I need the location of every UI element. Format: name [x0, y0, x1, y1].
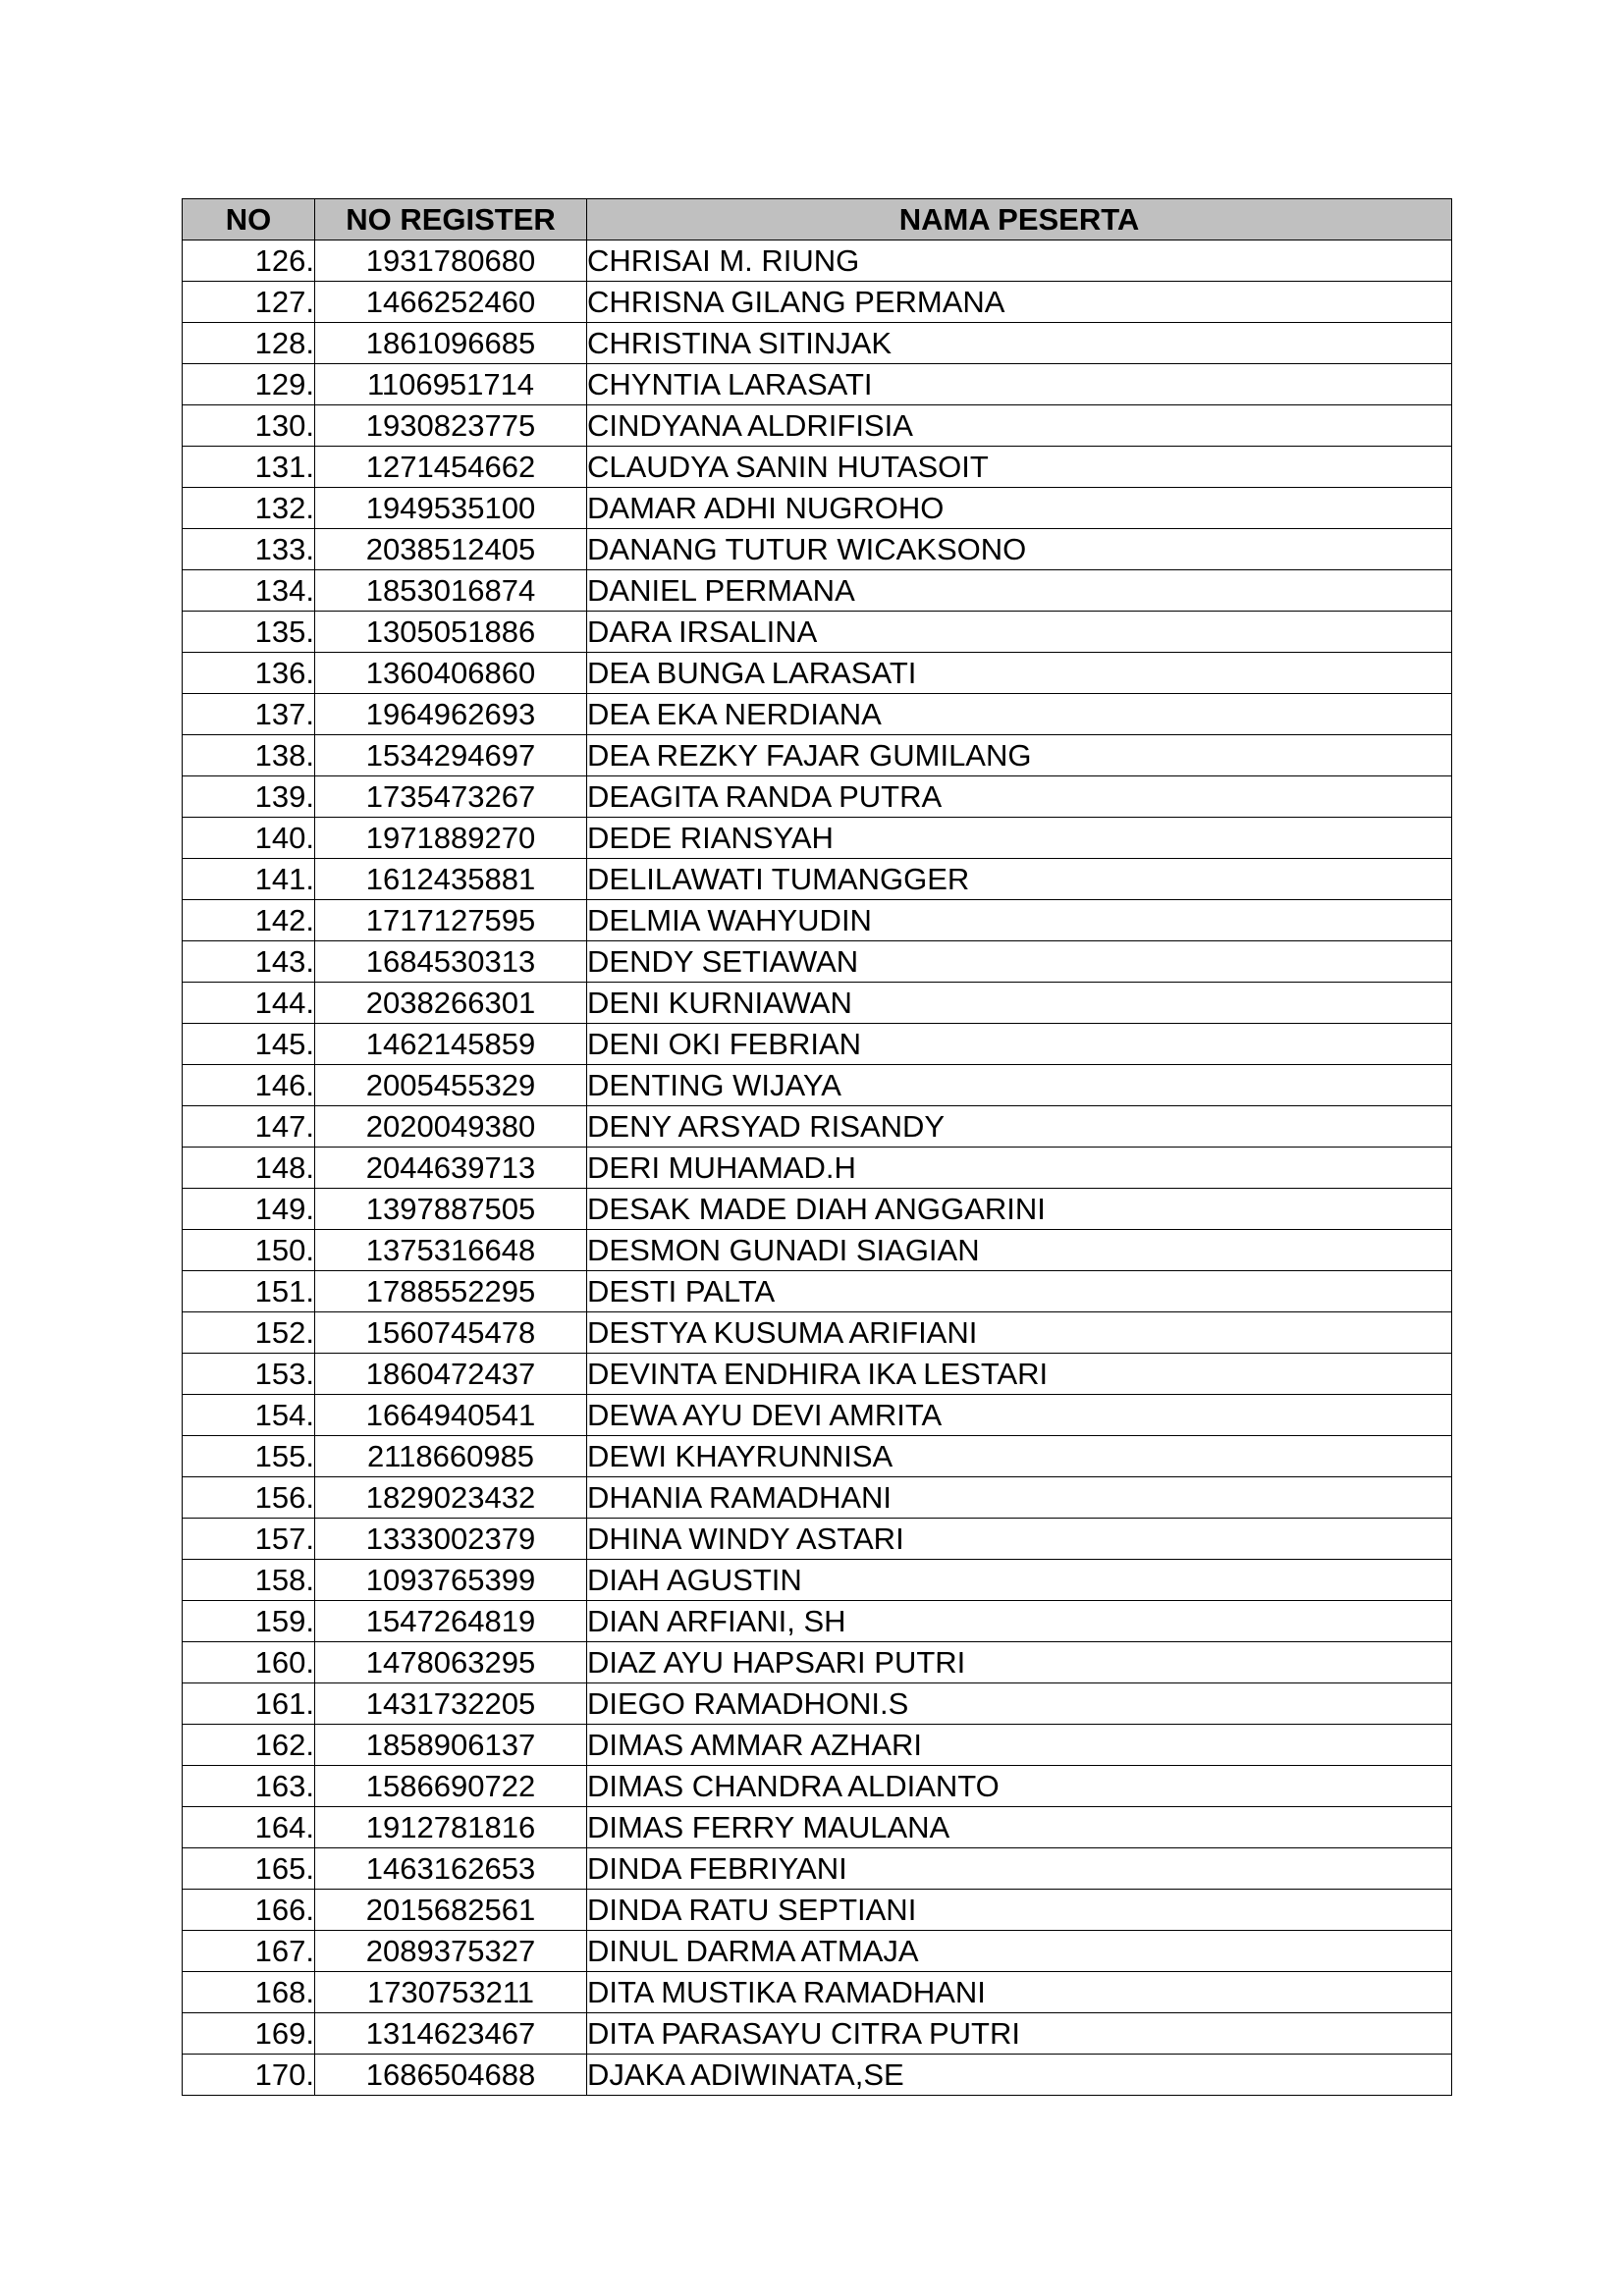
- cell-no: 165.: [183, 1848, 315, 1890]
- cell-nama: DINDA FEBRIYANI: [587, 1848, 1452, 1890]
- table-row: [183, 1106, 1452, 1148]
- cell-no: 132.: [183, 488, 315, 529]
- cell-nama: DEAGITA RANDA PUTRA: [587, 776, 1452, 818]
- cell-register: 1860472437: [315, 1354, 587, 1395]
- table-body: [183, 240, 1452, 2096]
- table-row: [183, 1601, 1452, 1642]
- cell-nama: CHRISAI M. RIUNG: [587, 240, 1452, 282]
- cell-register: 2118660985: [315, 1436, 587, 1477]
- cell-nama: DELMIA WAHYUDIN: [587, 900, 1452, 941]
- table-row: [183, 1807, 1452, 1848]
- table-row: [183, 653, 1452, 694]
- cell-register: 2015682561: [315, 1890, 587, 1931]
- table-row: [183, 1560, 1452, 1601]
- cell-nama: DJAKA ADIWINATA,SE: [587, 2055, 1452, 2096]
- cell-no: 157.: [183, 1519, 315, 1560]
- cell-register: 2005455329: [315, 1065, 587, 1106]
- cell-no: 159.: [183, 1601, 315, 1642]
- table-row: [183, 1519, 1452, 1560]
- table-row: [183, 818, 1452, 859]
- cell-no: 158.: [183, 1560, 315, 1601]
- cell-nama: CINDYANA ALDRIFISIA: [587, 405, 1452, 447]
- cell-nama: DENTING WIJAYA: [587, 1065, 1452, 1106]
- cell-register: 1686504688: [315, 2055, 587, 2096]
- cell-no: 127.: [183, 282, 315, 323]
- table-row: [183, 1354, 1452, 1395]
- cell-register: 1106951714: [315, 364, 587, 405]
- cell-no: 126.: [183, 240, 315, 282]
- cell-register: 1586690722: [315, 1766, 587, 1807]
- cell-register: 1829023432: [315, 1477, 587, 1519]
- table-row: [183, 488, 1452, 529]
- cell-register: 1730753211: [315, 1972, 587, 2013]
- cell-nama: DIMAS AMMAR AZHARI: [587, 1725, 1452, 1766]
- cell-no: 167.: [183, 1931, 315, 1972]
- cell-register: 1314623467: [315, 2013, 587, 2055]
- cell-no: 138.: [183, 735, 315, 776]
- cell-register: 1971889270: [315, 818, 587, 859]
- cell-register: 1861096685: [315, 323, 587, 364]
- table-row: [183, 1931, 1452, 1972]
- header-no: NO: [183, 199, 315, 240]
- cell-no: 145.: [183, 1024, 315, 1065]
- cell-no: 170.: [183, 2055, 315, 2096]
- cell-no: 133.: [183, 529, 315, 570]
- cell-nama: DINDA RATU SEPTIANI: [587, 1890, 1452, 1931]
- cell-no: 156.: [183, 1477, 315, 1519]
- table-row: [183, 694, 1452, 735]
- cell-nama: DELILAWATI TUMANGGER: [587, 859, 1452, 900]
- cell-no: 130.: [183, 405, 315, 447]
- cell-nama: CHRISTINA SITINJAK: [587, 323, 1452, 364]
- cell-nama: DENY ARSYAD RISANDY: [587, 1106, 1452, 1148]
- cell-no: 148.: [183, 1148, 315, 1189]
- cell-register: 1560745478: [315, 1312, 587, 1354]
- table-row: [183, 1436, 1452, 1477]
- cell-nama: DENI KURNIAWAN: [587, 983, 1452, 1024]
- participant-table: [182, 198, 1452, 2096]
- cell-nama: DESTI PALTA: [587, 1271, 1452, 1312]
- cell-nama: DANANG TUTUR WICAKSONO: [587, 529, 1452, 570]
- cell-no: 149.: [183, 1189, 315, 1230]
- cell-no: 169.: [183, 2013, 315, 2055]
- cell-register: 1431732205: [315, 1683, 587, 1725]
- cell-no: 140.: [183, 818, 315, 859]
- table-row: [183, 612, 1452, 653]
- cell-register: 2038512405: [315, 529, 587, 570]
- cell-no: 147.: [183, 1106, 315, 1148]
- table-row: [183, 570, 1452, 612]
- table-row: [183, 282, 1452, 323]
- cell-nama: DAMAR ADHI NUGROHO: [587, 488, 1452, 529]
- cell-register: 1333002379: [315, 1519, 587, 1560]
- cell-register: 1375316648: [315, 1230, 587, 1271]
- cell-nama: DIAZ AYU HAPSARI PUTRI: [587, 1642, 1452, 1683]
- cell-register: 1478063295: [315, 1642, 587, 1683]
- cell-nama: DESMON GUNADI SIAGIAN: [587, 1230, 1452, 1271]
- cell-no: 154.: [183, 1395, 315, 1436]
- cell-no: 134.: [183, 570, 315, 612]
- cell-no: 136.: [183, 653, 315, 694]
- cell-register: 1397887505: [315, 1189, 587, 1230]
- cell-no: 139.: [183, 776, 315, 818]
- table-row: [183, 983, 1452, 1024]
- cell-nama: DHINA WINDY ASTARI: [587, 1519, 1452, 1560]
- cell-nama: DENDY SETIAWAN: [587, 941, 1452, 983]
- cell-no: 131.: [183, 447, 315, 488]
- header-row: [183, 199, 1452, 240]
- cell-no: 128.: [183, 323, 315, 364]
- cell-nama: DEA REZKY FAJAR GUMILANG: [587, 735, 1452, 776]
- table-row: [183, 2013, 1452, 2055]
- cell-register: 1462145859: [315, 1024, 587, 1065]
- table-row: [183, 1972, 1452, 2013]
- cell-nama: DHANIA RAMADHANI: [587, 1477, 1452, 1519]
- cell-no: 146.: [183, 1065, 315, 1106]
- table-row: [183, 1725, 1452, 1766]
- cell-register: 2038266301: [315, 983, 587, 1024]
- cell-nama: DEWA AYU DEVI AMRITA: [587, 1395, 1452, 1436]
- cell-register: 1853016874: [315, 570, 587, 612]
- cell-nama: DINUL DARMA ATMAJA: [587, 1931, 1452, 1972]
- cell-nama: DITA MUSTIKA RAMADHANI: [587, 1972, 1452, 2013]
- cell-register: 1912781816: [315, 1807, 587, 1848]
- cell-no: 166.: [183, 1890, 315, 1931]
- cell-register: 1360406860: [315, 653, 587, 694]
- cell-register: 1534294697: [315, 735, 587, 776]
- cell-register: 1271454662: [315, 447, 587, 488]
- cell-no: 160.: [183, 1642, 315, 1683]
- table-row: [183, 529, 1452, 570]
- cell-no: 153.: [183, 1354, 315, 1395]
- table-row: [183, 405, 1452, 447]
- table-row: [183, 1189, 1452, 1230]
- cell-nama: DIMAS CHANDRA ALDIANTO: [587, 1766, 1452, 1807]
- table-row: [183, 1271, 1452, 1312]
- cell-nama: DESTYA KUSUMA ARIFIANI: [587, 1312, 1452, 1354]
- cell-nama: DANIEL PERMANA: [587, 570, 1452, 612]
- table-row: [183, 1395, 1452, 1436]
- cell-register: 1931780680: [315, 240, 587, 282]
- cell-no: 142.: [183, 900, 315, 941]
- table-row: [183, 364, 1452, 405]
- cell-register: 1305051886: [315, 612, 587, 653]
- table-row: [183, 1683, 1452, 1725]
- header-nama: NAMA PESERTA: [587, 199, 1452, 240]
- table-row: [183, 1024, 1452, 1065]
- cell-nama: DERI MUHAMAD.H: [587, 1148, 1452, 1189]
- cell-no: 150.: [183, 1230, 315, 1271]
- cell-register: 1466252460: [315, 282, 587, 323]
- cell-no: 151.: [183, 1271, 315, 1312]
- cell-register: 1547264819: [315, 1601, 587, 1642]
- cell-no: 168.: [183, 1972, 315, 2013]
- cell-nama: DEVINTA ENDHIRA IKA LESTARI: [587, 1354, 1452, 1395]
- cell-register: 1717127595: [315, 900, 587, 941]
- cell-no: 143.: [183, 941, 315, 983]
- cell-no: 137.: [183, 694, 315, 735]
- table-row: [183, 1230, 1452, 1271]
- cell-register: 2044639713: [315, 1148, 587, 1189]
- cell-register: 1964962693: [315, 694, 587, 735]
- cell-no: 162.: [183, 1725, 315, 1766]
- cell-no: 152.: [183, 1312, 315, 1354]
- cell-register: 1684530313: [315, 941, 587, 983]
- cell-register: 1949535100: [315, 488, 587, 529]
- table-row: [183, 859, 1452, 900]
- table-row: [183, 900, 1452, 941]
- cell-register: 1664940541: [315, 1395, 587, 1436]
- cell-register: 2089375327: [315, 1931, 587, 1972]
- table-row: [183, 1848, 1452, 1890]
- cell-nama: DIAH AGUSTIN: [587, 1560, 1452, 1601]
- cell-no: 141.: [183, 859, 315, 900]
- table-row: [183, 323, 1452, 364]
- table-row: [183, 776, 1452, 818]
- cell-nama: DESAK MADE DIAH ANGGARINI: [587, 1189, 1452, 1230]
- table-row: [183, 1065, 1452, 1106]
- cell-no: 155.: [183, 1436, 315, 1477]
- table-row: [183, 1642, 1452, 1683]
- cell-nama: DITA PARASAYU CITRA PUTRI: [587, 2013, 1452, 2055]
- cell-nama: DARA IRSALINA: [587, 612, 1452, 653]
- cell-no: 135.: [183, 612, 315, 653]
- cell-nama: DIEGO RAMADHONI.S: [587, 1683, 1452, 1725]
- cell-nama: DEDE RIANSYAH: [587, 818, 1452, 859]
- cell-nama: CLAUDYA SANIN HUTASOIT: [587, 447, 1452, 488]
- cell-register: 1858906137: [315, 1725, 587, 1766]
- table-row: [183, 240, 1452, 282]
- table-row: [183, 1477, 1452, 1519]
- cell-no: 163.: [183, 1766, 315, 1807]
- table-row: [183, 2055, 1452, 2096]
- table-row: [183, 1890, 1452, 1931]
- cell-no: 144.: [183, 983, 315, 1024]
- table-header: [183, 199, 1452, 240]
- cell-register: 1093765399: [315, 1560, 587, 1601]
- cell-nama: CHRISNA GILANG PERMANA: [587, 282, 1452, 323]
- table-row: [183, 1766, 1452, 1807]
- table-row: [183, 735, 1452, 776]
- cell-nama: DIMAS FERRY MAULANA: [587, 1807, 1452, 1848]
- cell-register: 1788552295: [315, 1271, 587, 1312]
- cell-no: 129.: [183, 364, 315, 405]
- table-row: [183, 1312, 1452, 1354]
- cell-no: 164.: [183, 1807, 315, 1848]
- cell-register: 1463162653: [315, 1848, 587, 1890]
- cell-nama: CHYNTIA LARASATI: [587, 364, 1452, 405]
- cell-nama: DIAN ARFIANI, SH: [587, 1601, 1452, 1642]
- cell-register: 2020049380: [315, 1106, 587, 1148]
- cell-nama: DEA EKA NERDIANA: [587, 694, 1452, 735]
- cell-nama: DEA BUNGA LARASATI: [587, 653, 1452, 694]
- cell-nama: DEWI KHAYRUNNISA: [587, 1436, 1452, 1477]
- cell-register: 1930823775: [315, 405, 587, 447]
- header-register: NO REGISTER: [315, 199, 587, 240]
- cell-no: 161.: [183, 1683, 315, 1725]
- cell-nama: DENI OKI FEBRIAN: [587, 1024, 1452, 1065]
- table-row: [183, 447, 1452, 488]
- table-row: [183, 1148, 1452, 1189]
- cell-register: 1735473267: [315, 776, 587, 818]
- table-row: [183, 941, 1452, 983]
- cell-register: 1612435881: [315, 859, 587, 900]
